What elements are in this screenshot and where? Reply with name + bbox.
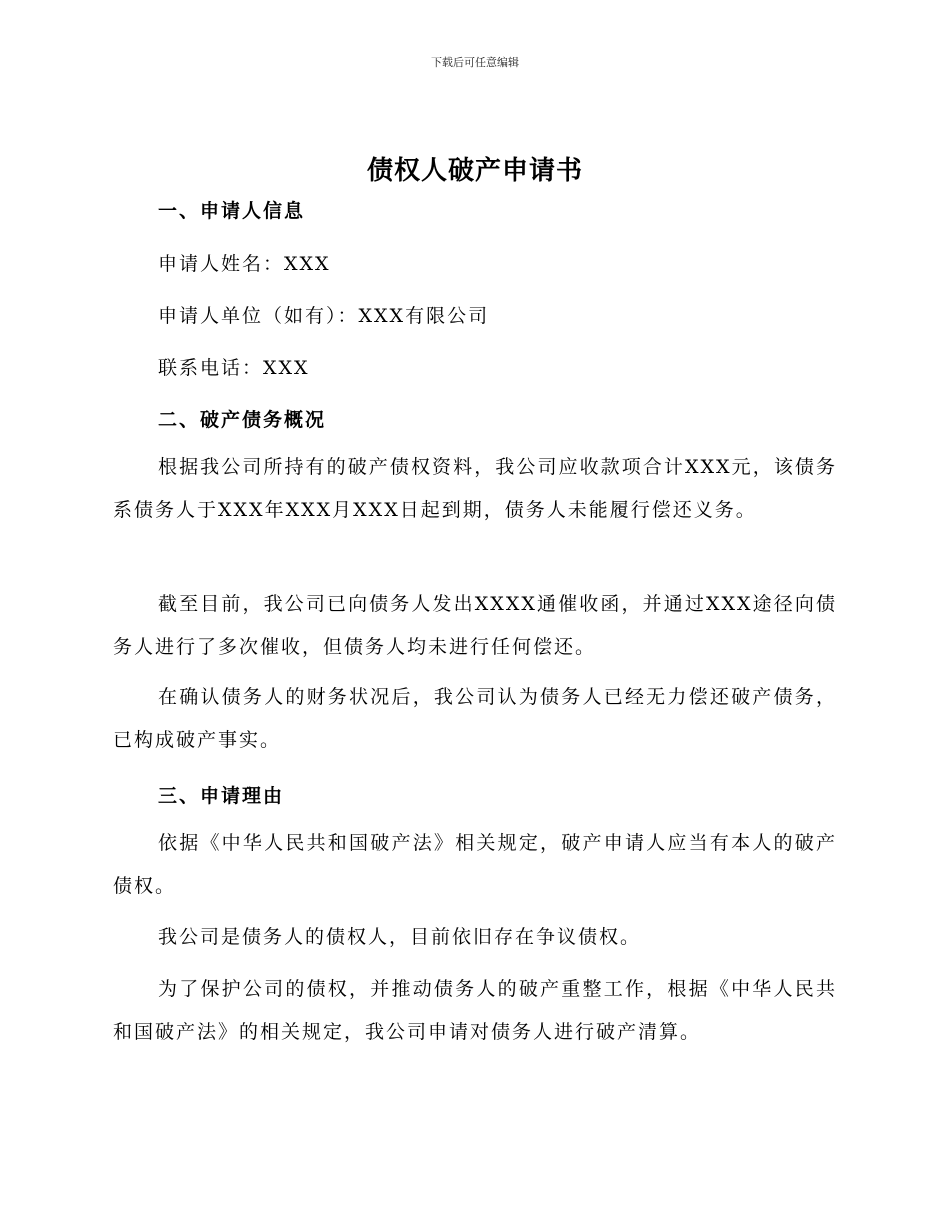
debt-overview-paragraph-3: 在确认债务人的财务状况后，我公司认为债务人已经无力偿还破产债务，已构成破产事实。: [113, 686, 837, 751]
reasons-paragraph-1: 依据《中华人民共和国破产法》相关规定，破产申请人应当有本人的破产债权。: [113, 832, 837, 897]
section-heading-debt-overview: 二、破产债务概况: [158, 409, 327, 431]
section-heading-applicant-info: 一、申请人信息: [158, 200, 306, 222]
reasons-paragraph-2: 我公司是债务人的债权人，目前依旧存在争议债权。: [158, 926, 642, 948]
section-heading-reasons: 三、申请理由: [158, 785, 285, 807]
debt-overview-paragraph-1: 根据我公司所持有的破产债权资料，我公司应收款项合计XXX元，该债务系债务人于XXX年XXX月XXX日起到期，债务人未能履行偿还义务。: [113, 456, 837, 521]
document-title: 债权人破产申请书: [366, 156, 583, 186]
applicant-name-line: 申请人姓名：XXX: [158, 253, 331, 275]
applicant-phone-line: 联系电话：XXX: [158, 357, 310, 379]
debt-overview-paragraph-2: 截至目前，我公司已向债务人发出XXXX通催收函，并通过XXX途径向债务人进行了多次催收，但债务人均未进行任何偿还。: [113, 593, 837, 658]
reasons-paragraph-3: 为了保护公司的债权，并推动债务人的破产重整工作，根据《中华人民共和国破产法》的相关规定，我公司申请对债务人进行破产清算。: [113, 978, 837, 1043]
applicant-org-line: 申请人单位（如有）：XXX有限公司: [158, 305, 490, 327]
header-note: 下载后可任意编辑: [431, 56, 519, 69]
